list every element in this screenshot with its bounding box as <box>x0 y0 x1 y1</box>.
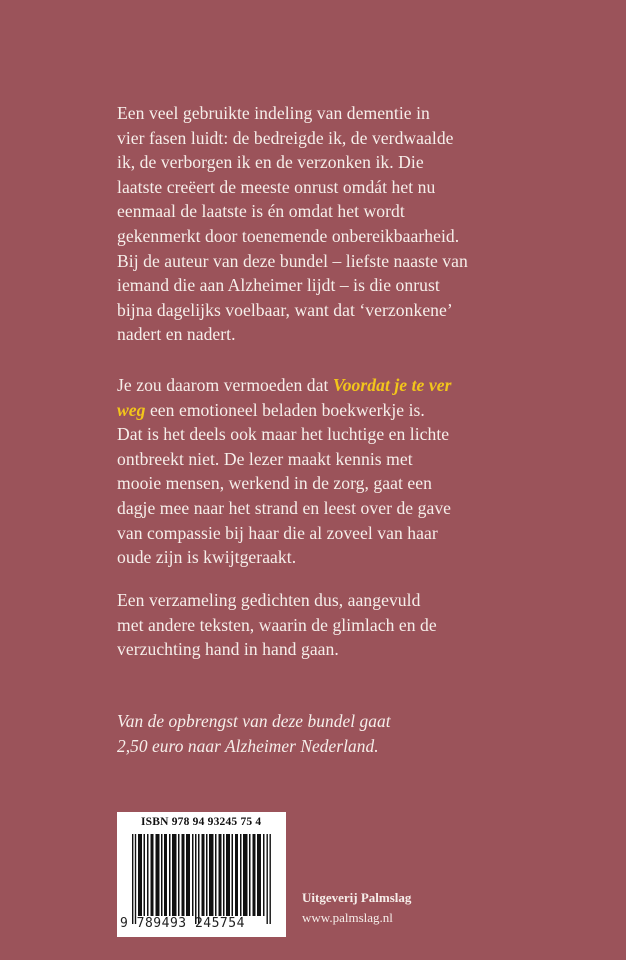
blurb-paragraph-2 <box>117 373 537 570</box>
text-segment: Je zou daarom vermoeden dat <box>117 375 333 395</box>
text-line: 2,50 euro naar Alzheimer Nederland. <box>117 735 379 756</box>
book-title-highlight: Voordat je te ver <box>332 375 452 395</box>
text-line: Bij de auteur van deze bundel – liefste naaste van <box>117 250 468 271</box>
publisher-url[interactable]: www.palmslag.nl <box>302 910 393 925</box>
text-line: vier fasen luidt: de bedreigde ik, de verdwaalde <box>117 127 454 148</box>
text-line: Dat is het deels ook maar het luchtige en lichte <box>117 424 450 445</box>
text-line: laatste creëert de meeste onrust omdát het nu <box>117 176 436 197</box>
charity-note <box>117 709 537 758</box>
book-title-highlight: weg <box>117 399 146 420</box>
isbn-barcode <box>117 812 286 937</box>
text-line: Een veel gebruikte indeling van dementie in <box>117 103 430 123</box>
text-line: mooie mensen, werkend in de zorg, gaat een <box>117 473 432 494</box>
barcode-digits: 9 789493 245754 <box>120 916 245 931</box>
text-line <box>117 398 537 423</box>
text-line: ontbreekt niet. De lezer maakt kennis met <box>117 448 413 469</box>
barcode-bars-icon <box>132 834 272 924</box>
text-line: Van de opbrengst van deze bundel gaat <box>117 711 391 731</box>
text-line: Een verzameling gedichten dus, aangevuld <box>117 590 421 610</box>
publisher-name: Uitgeverij Palmslag <box>302 890 412 905</box>
publisher-info <box>302 888 411 928</box>
text-line: bijna dagelijks voelbaar, want dat ‘verzonkene’ <box>117 299 453 320</box>
text-line: met andere teksten, waarin de glimlach en de <box>117 614 437 635</box>
text-line: gekenmerkt door toenemende onbereikbaarheid. <box>117 225 460 246</box>
blurb-paragraph-1 <box>117 101 537 347</box>
text-line: ik, de verborgen ik en de verzonken ik. Die <box>117 152 424 173</box>
text-line: iemand die aan Alzheimer lijdt – is die onrust <box>117 275 440 296</box>
isbn-label: ISBN 978 94 93245 75 4 <box>141 816 262 828</box>
text-line: nadert en nadert. <box>117 324 236 345</box>
text-line: dagje mee naar het strand en leest over de gave <box>117 497 452 518</box>
text-line: verzuchting hand in hand gaan. <box>117 639 339 660</box>
text-line <box>117 373 537 398</box>
text-segment: een emotioneel beladen boekwerkje is. <box>145 399 425 420</box>
text-line: eenmaal de laatste is én omdat het wordt <box>117 201 405 222</box>
text-line: oude zijn is kwijtgeraakt. <box>117 547 297 568</box>
text-line: van compassie bij haar die al zoveel van haar <box>117 522 438 543</box>
blurb-paragraph-3 <box>117 588 537 662</box>
